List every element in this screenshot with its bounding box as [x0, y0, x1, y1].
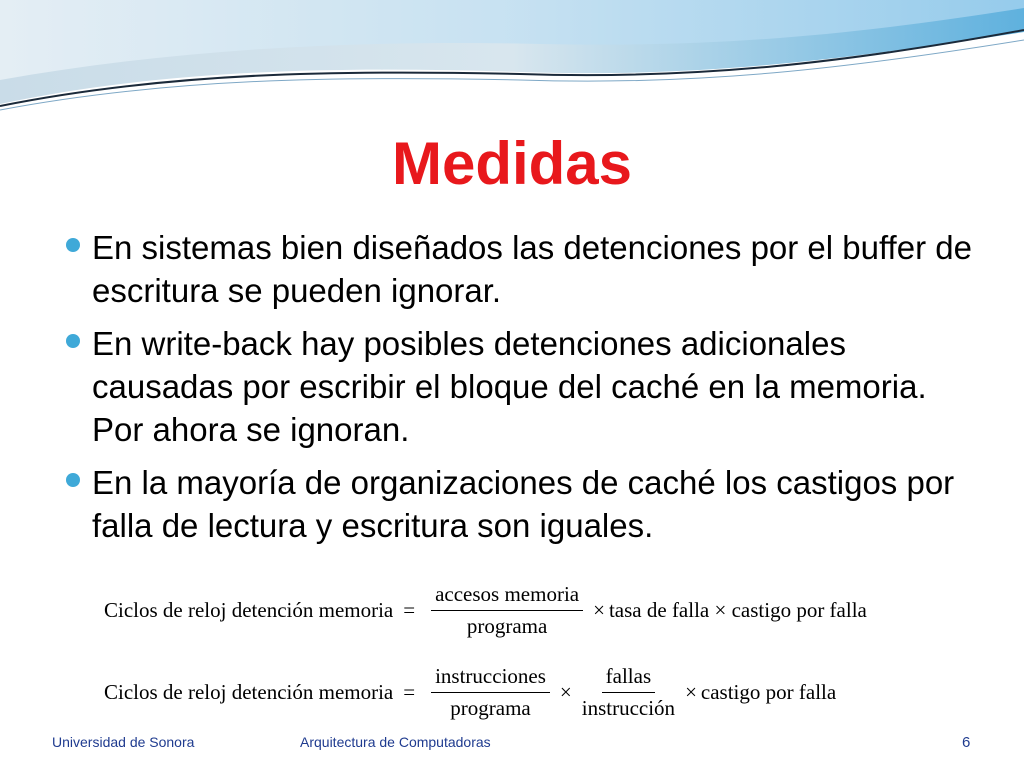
formula-1-denominator: programa — [466, 614, 548, 638]
formula-2-numerator-1: instrucciones — [431, 664, 550, 693]
formula-2-rhs: castigo por falla — [700, 680, 837, 704]
slide-title: Medidas — [391, 130, 633, 197]
formula-1-equals: = — [403, 598, 416, 622]
bullet-list — [62, 226, 972, 557]
bullet-dot-icon — [66, 238, 80, 252]
formula-1-lhs: Ciclos de reloj detención memoria — [104, 598, 394, 622]
footer-university: Universidad de Sonora — [52, 734, 195, 750]
bullet-item — [62, 322, 972, 451]
bullet-text: En la mayoría de organizaciones de caché los castigos por falla de lectura y escritura son iguales. — [92, 464, 955, 544]
bullet-item — [62, 226, 972, 312]
formula-2-times-1: × — [559, 680, 572, 704]
formula-1-rhs: tasa de falla × castigo por falla — [608, 598, 867, 622]
formula-2-equals: = — [403, 680, 416, 704]
formula-1-fraction — [431, 582, 583, 639]
formula-2-numerator-2: fallas — [602, 664, 655, 693]
formula-1-numerator: accesos memoria — [431, 582, 583, 611]
formula-2-times-2: × — [685, 680, 697, 704]
formula-1-times: × — [593, 598, 605, 622]
formula-2 — [104, 664, 836, 721]
formula-2-lhs: Ciclos de reloj detención memoria — [104, 680, 394, 704]
formula-2-fraction-1 — [431, 664, 550, 721]
bullet-item — [62, 461, 972, 547]
bullet-dot-icon — [66, 334, 80, 348]
formula-2-denominator-2: instrucción — [581, 696, 676, 720]
formula-2-fraction-2 — [582, 664, 675, 721]
bullet-text: En write-back hay posibles detenciones adicionales causadas por escribir el bloque del caché en la memoria. Por ahora se ignoran. — [92, 325, 927, 448]
formula-2-denominator-1: programa — [450, 696, 531, 720]
page-number: 6 — [962, 734, 971, 751]
formula-1 — [104, 582, 867, 639]
bullet-dot-icon — [66, 473, 80, 487]
bullet-text: En sistemas bien diseñados las detenciones por el buffer de escritura se pueden ignorar. — [92, 229, 972, 309]
header-wave-decoration — [0, 0, 1024, 120]
footer-course: Arquitectura de Computadoras — [300, 734, 491, 750]
